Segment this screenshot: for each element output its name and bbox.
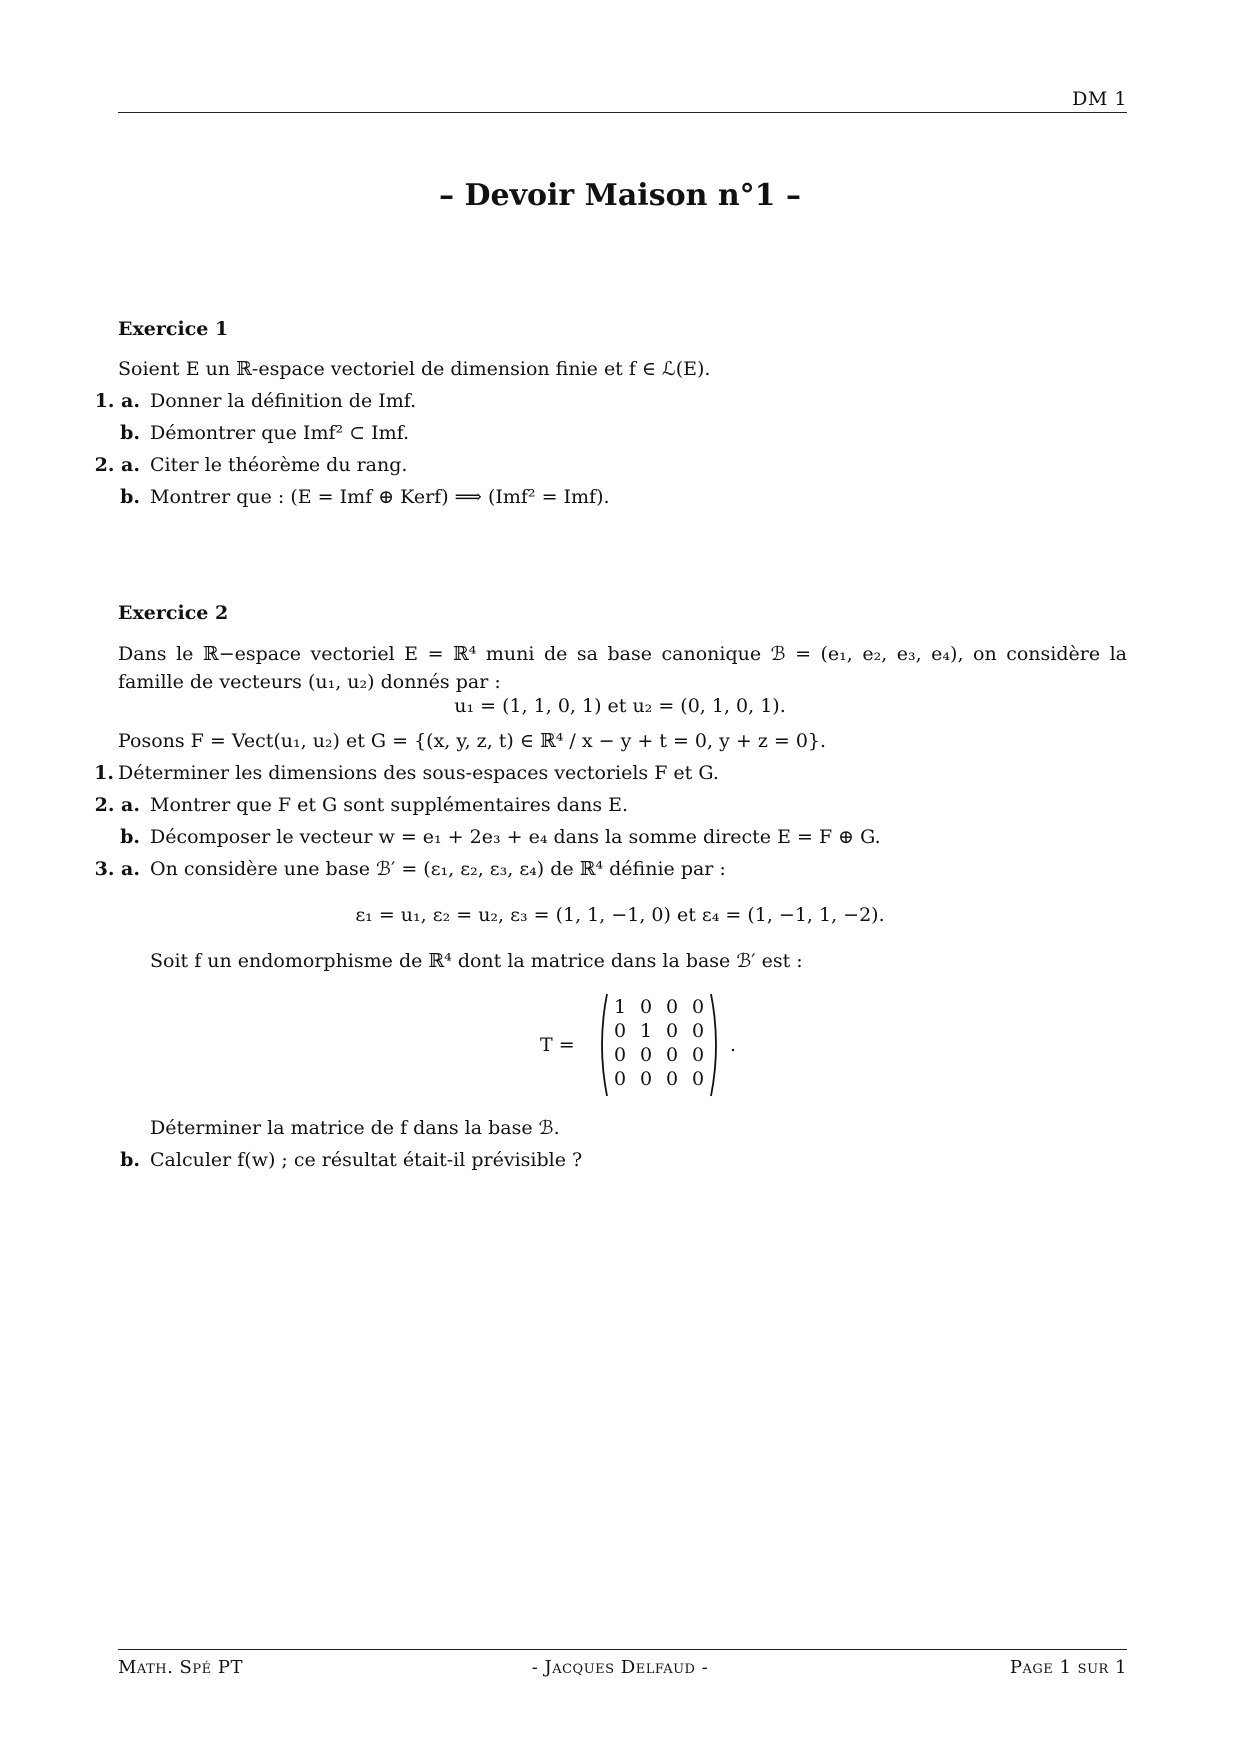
footer-center: - Jacques Delfaud - bbox=[531, 1657, 709, 1678]
matrix-grid bbox=[607, 996, 711, 1092]
matrix-label: T = bbox=[540, 1034, 575, 1056]
exercise-1-title: Exercice 1 bbox=[118, 318, 229, 340]
matrix-cell: 0 bbox=[691, 1020, 705, 1042]
matrix-cell: 0 bbox=[665, 1068, 679, 1090]
ex1-item-text: Démontrer que Imf² ⊂ Imf. bbox=[150, 422, 410, 444]
determine-matrix-line: Déterminer la matrice de f dans la base ℬ. bbox=[150, 1117, 560, 1139]
ex2-q2a-text: Montrer que F et G sont supplémentaires dans E. bbox=[150, 794, 629, 816]
ex2-q3a-text: On considère une base ℬ′ = (ε₁, ε₂, ε₃, ε₄) de ℝ⁴ définie par : bbox=[150, 858, 726, 880]
matrix-cell: 0 bbox=[613, 1044, 627, 1066]
matrix-cell: 0 bbox=[691, 1044, 705, 1066]
ex2-q2b-text: Décomposer le vecteur w = e₁ + 2e₃ + e₄ dans la somme directe E = F ⊕ G. bbox=[150, 826, 881, 848]
ex1-item-num: 1. a. bbox=[94, 390, 140, 412]
ex2-q1-num: 1. bbox=[94, 762, 114, 784]
matrix-cell: 0 bbox=[665, 996, 679, 1018]
matrix-cell: 0 bbox=[639, 1068, 653, 1090]
ex2-q3b-text: Calculer f(w) ; ce résultat était-il prévisible ? bbox=[150, 1149, 583, 1171]
matrix-cell: 1 bbox=[639, 1020, 653, 1042]
ex1-item-num: b. bbox=[120, 486, 140, 508]
matrix-cell: 1 bbox=[613, 996, 627, 1018]
exercise-2-intro: Dans le ℝ−espace vectoriel E = ℝ⁴ muni de sa base canonique ℬ = (e₁, e₂, e₃, e₄), on considère la famille de vecteurs (u₁, u₂) donnés par : bbox=[118, 643, 1127, 693]
matrix-cell: 0 bbox=[613, 1020, 627, 1042]
exercise-1-intro: Soient E un ℝ-espace vectoriel de dimension finie et f ∈ ℒ(E). bbox=[118, 358, 711, 380]
footer-rule bbox=[118, 1649, 1127, 1650]
vectors-definition: u₁ = (1, 1, 0, 1) et u₂ = (0, 1, 0, 1). bbox=[454, 695, 786, 717]
matrix-cell: 0 bbox=[639, 1044, 653, 1066]
ex1-item-text: Citer le théorème du rang. bbox=[150, 454, 408, 476]
footer-left: Math. Spé PT bbox=[118, 1657, 243, 1678]
matrix-cell: 0 bbox=[691, 996, 705, 1018]
footer-right: Page 1 sur 1 bbox=[1009, 1657, 1127, 1678]
matrix-end-dot: . bbox=[730, 1034, 737, 1056]
ex1-item-text: Donner la définition de Imf. bbox=[150, 390, 417, 412]
matrix-body bbox=[597, 992, 721, 1098]
exercise-2-title: Exercice 2 bbox=[118, 602, 229, 624]
ex2-q2b-num: b. bbox=[120, 826, 140, 848]
ex2-q1-text: Déterminer les dimensions des sous-espaces vectoriels F et G. bbox=[118, 762, 719, 784]
posons-line: Posons F = Vect(u₁, u₂) et G = {(x, y, z, t) ∈ ℝ⁴ / x − y + t = 0, y + z = 0}. bbox=[118, 730, 827, 752]
ex2-q3b-num: b. bbox=[120, 1149, 140, 1171]
epsilon-definition: ε₁ = u₁, ε₂ = u₂, ε₃ = (1, 1, −1, 0) et ε₄ = (1, −1, 1, −2). bbox=[355, 904, 885, 926]
soit-line: Soit f un endomorphisme de ℝ⁴ dont la matrice dans la base ℬ′ est : bbox=[150, 950, 803, 972]
page-title: – Devoir Maison n°1 – bbox=[439, 178, 801, 213]
ex1-item-num: b. bbox=[120, 422, 140, 444]
header-rule bbox=[118, 112, 1127, 113]
matrix-cell: 0 bbox=[613, 1068, 627, 1090]
matrix-cell: 0 bbox=[691, 1068, 705, 1090]
ex1-item-text: Montrer que : (E = Imf ⊕ Kerf) ⟹ (Imf² = Imf). bbox=[150, 486, 610, 508]
ex1-item-num: 2. a. bbox=[94, 454, 140, 476]
matrix-cell: 0 bbox=[639, 996, 653, 1018]
header-label: DM 1 bbox=[1072, 88, 1127, 110]
ex2-q3a-num: 3. a. bbox=[94, 858, 140, 880]
matrix-cell: 0 bbox=[665, 1020, 679, 1042]
ex2-q2a-num: 2. a. bbox=[94, 794, 140, 816]
matrix-cell: 0 bbox=[665, 1044, 679, 1066]
